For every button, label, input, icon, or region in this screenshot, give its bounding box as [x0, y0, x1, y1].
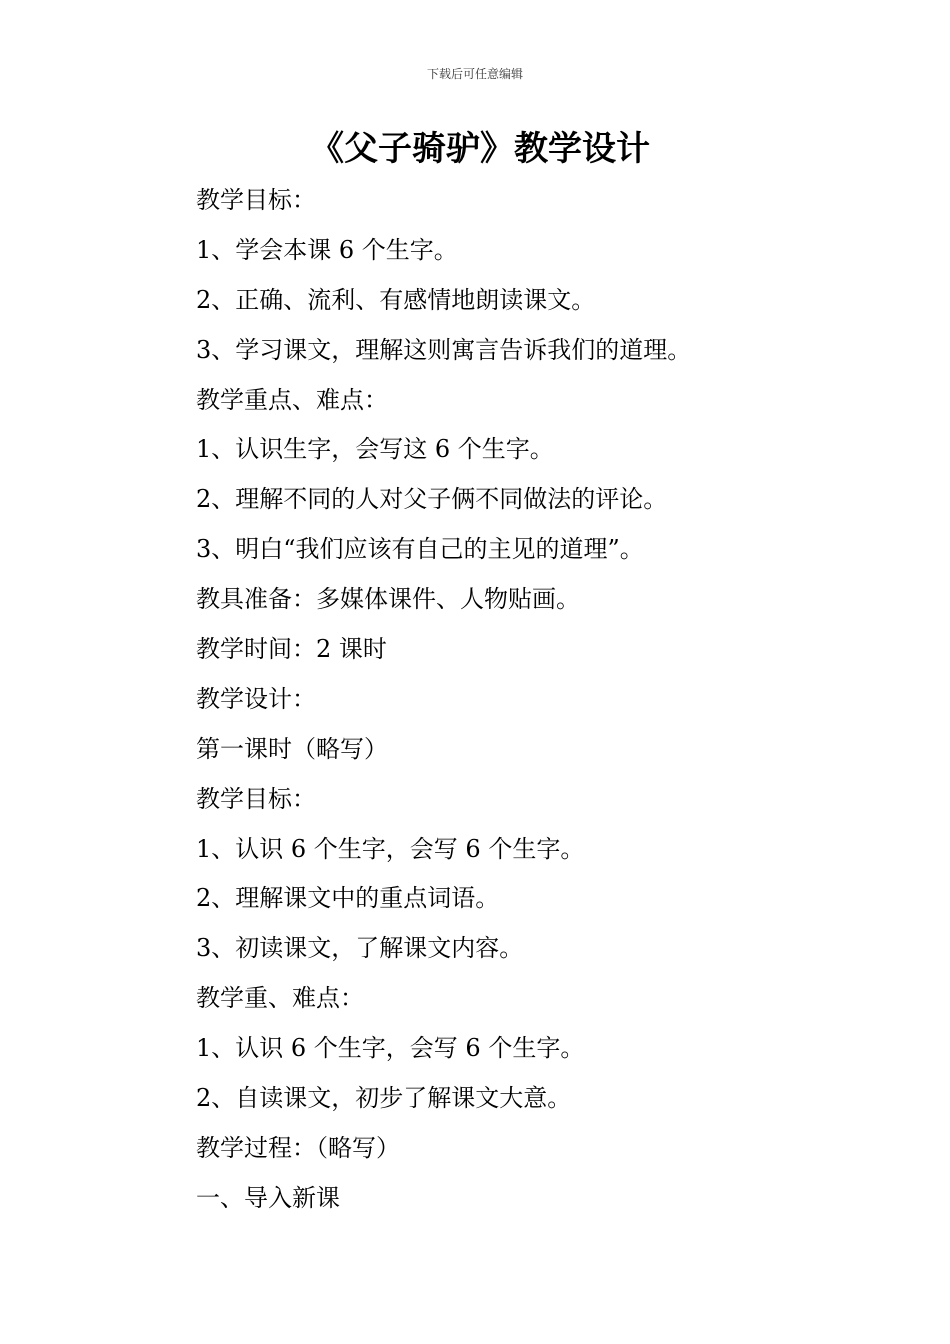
document-body: [196, 180, 896, 1228]
objective-item-3: 3、学习课文，理解这则寓言告诉我们的道理。: [196, 335, 692, 364]
key-point-item-3: 3、明白“我们应该有自己的主见的道理”。: [196, 535, 644, 564]
section-heading-key-points: 教学重点、难点：: [196, 385, 388, 414]
lesson-one-objective-1: 1、认识 6 个生字，会写 6 个生字。: [196, 834, 585, 863]
lesson-one-objective-3: 3、初读课文，了解课文内容。: [196, 934, 524, 963]
teaching-time-line: 教学时间：2 课时: [196, 635, 387, 664]
lesson-one-heading: 第一课时（略写）: [196, 734, 388, 763]
objective-item-1: 1、学会本课 6 个生字。: [196, 235, 458, 264]
lesson-one-key-points-heading: 教学重、难点：: [196, 984, 364, 1013]
lesson-one-key-point-1: 1、认识 6 个生字，会写 6 个生字。: [196, 1034, 585, 1063]
objective-item-2: 2、正确、流利、有感情地朗读课文。: [196, 285, 596, 314]
section-heading-design: 教学设计：: [196, 684, 316, 713]
lesson-one-key-point-2: 2、自读课文，初步了解课文大意。: [196, 1084, 572, 1113]
page-header-note: 下载后可任意编辑: [426, 67, 523, 81]
teaching-aids-line: 教具准备：多媒体课件、人物贴画。: [196, 585, 580, 614]
section-heading-objectives: 教学目标：: [196, 186, 316, 214]
key-point-item-2: 2、理解不同的人对父子俩不同做法的评论。: [196, 485, 668, 514]
teaching-process-heading: 教学过程：（略写）: [196, 1133, 400, 1162]
step-one-introduction: 一、导入新课: [196, 1183, 340, 1212]
lesson-one-objective-2: 2、理解课文中的重点词语。: [196, 884, 500, 913]
document-title: 《父子骑驴》教学设计: [310, 129, 650, 169]
lesson-one-objectives-heading: 教学目标：: [196, 784, 316, 813]
key-point-item-1: 1、认识生字，会写这 6 个生字。: [196, 435, 554, 464]
